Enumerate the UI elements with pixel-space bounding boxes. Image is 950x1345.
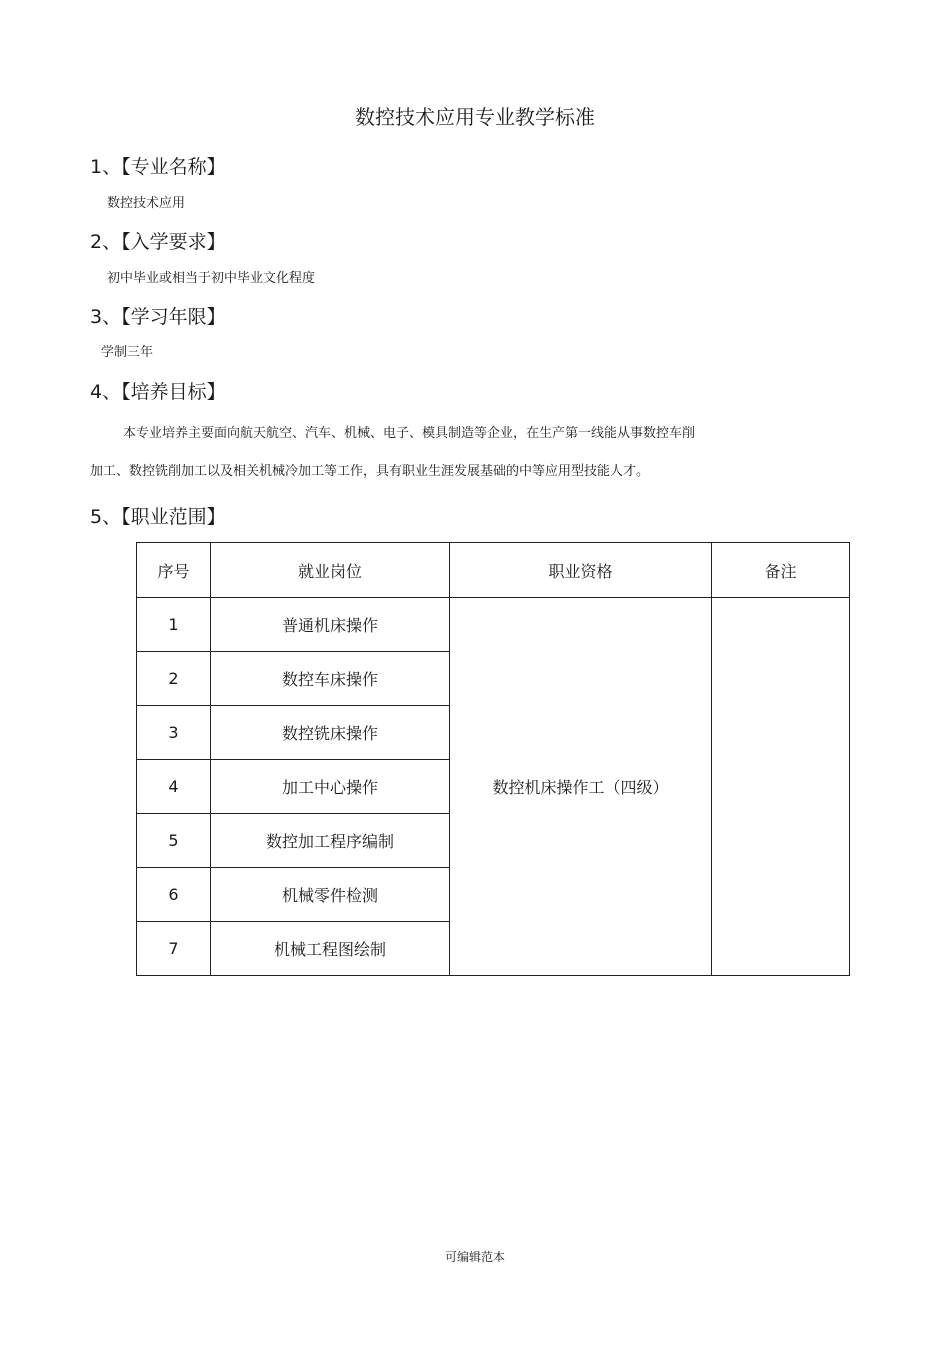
row-serial: 2 <box>137 652 211 706</box>
header-qualification: 职业资格 <box>450 543 712 598</box>
table-row <box>137 598 850 652</box>
qualification-cell: 数控机床操作工（四级） <box>450 598 712 976</box>
row-job: 机械零件检测 <box>211 868 450 922</box>
objective-line-2: 加工、数控铣削加工以及相关机械冷加工等工作，具有职业生涯发展基础的中等应用型技能人才。 <box>90 464 650 479</box>
row-job: 普通机床操作 <box>211 598 450 652</box>
header-remark: 备注 <box>712 543 850 598</box>
row-job: 数控车床操作 <box>211 652 450 706</box>
section-heading-duration: 3、【学习年限】 <box>90 306 226 328</box>
document-title: 数控技术应用专业教学标准 <box>355 105 595 129</box>
row-serial: 4 <box>137 760 211 814</box>
remark-cell <box>712 598 850 976</box>
section-heading-objective: 4、【培养目标】 <box>90 381 226 403</box>
career-scope-table <box>136 542 850 976</box>
row-serial: 1 <box>137 598 211 652</box>
page-footer: 可编辑范本 <box>444 1250 505 1264</box>
header-job: 就业岗位 <box>211 543 450 598</box>
row-job: 加工中心操作 <box>211 760 450 814</box>
row-job: 数控加工程序编制 <box>211 814 450 868</box>
duration-text: 学制三年 <box>101 345 154 360</box>
header-serial: 序号 <box>137 543 211 598</box>
objective-line-1: 本专业培养主要面向航天航空、汽车、机械、电子、模具制造等企业，在生产第一线能从事数控车削 <box>123 426 696 441</box>
row-job: 数控铣床操作 <box>211 706 450 760</box>
section-heading-career-scope: 5、【职业范围】 <box>90 506 226 528</box>
table-header-row <box>137 543 850 598</box>
row-serial: 5 <box>137 814 211 868</box>
section-heading-major-name: 1、【专业名称】 <box>90 156 226 178</box>
major-name-text: 数控技术应用 <box>107 196 186 211</box>
section-heading-admission: 2、【入学要求】 <box>90 231 226 253</box>
row-serial: 6 <box>137 868 211 922</box>
row-serial: 7 <box>137 922 211 976</box>
admission-text: 初中毕业或相当于初中毕业文化程度 <box>107 271 316 286</box>
row-job: 机械工程图绘制 <box>211 922 450 976</box>
row-serial: 3 <box>137 706 211 760</box>
